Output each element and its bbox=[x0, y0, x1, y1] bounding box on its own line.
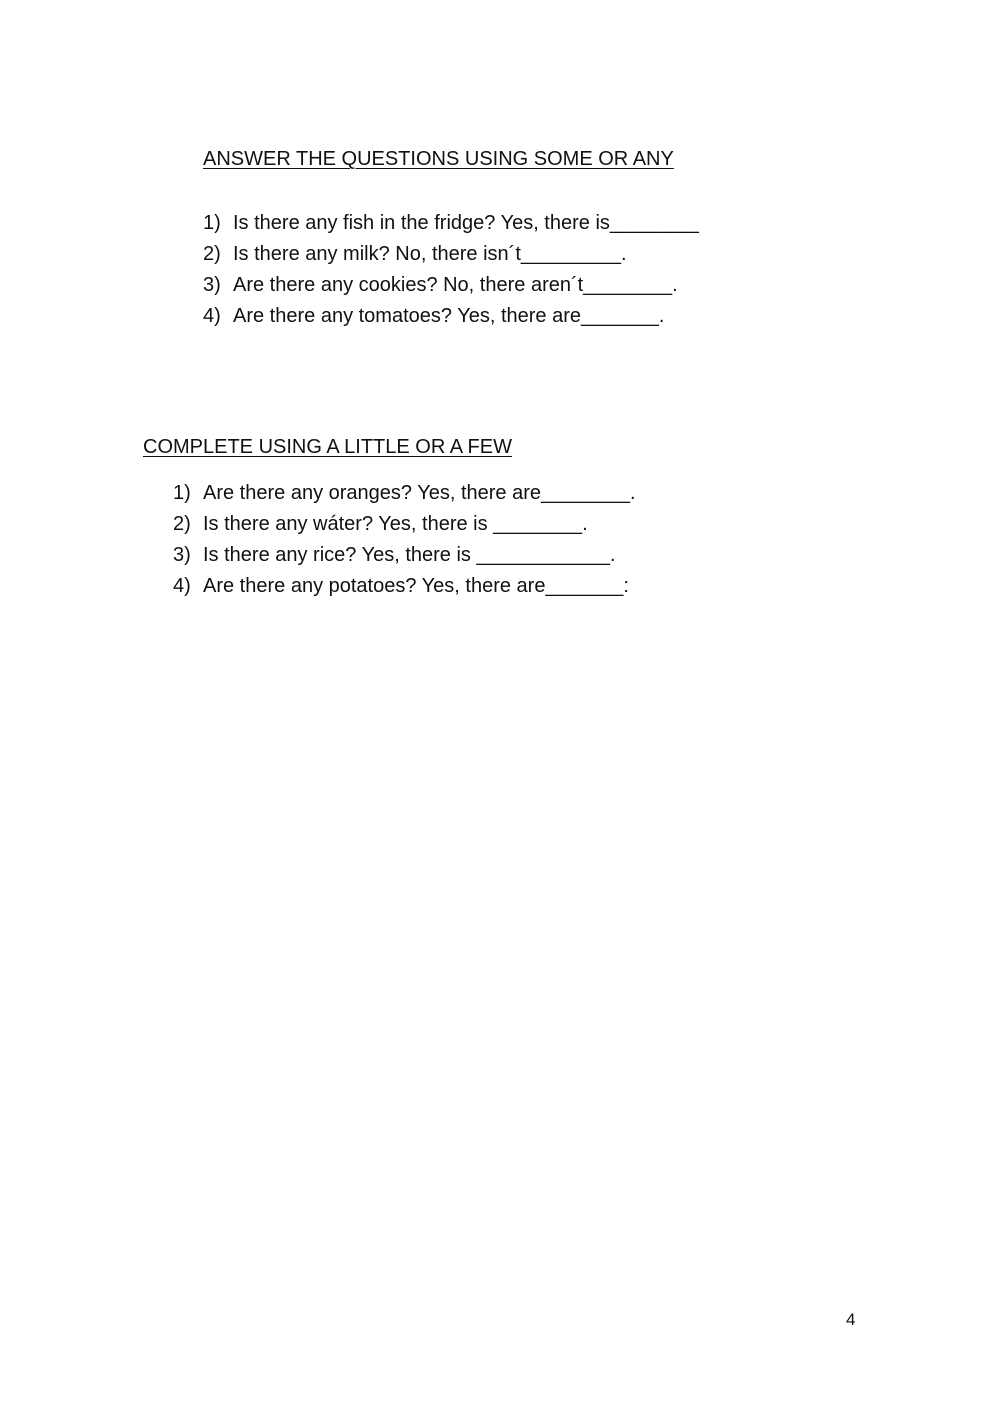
list-item bbox=[173, 480, 636, 511]
section1-question-list bbox=[203, 210, 699, 334]
question-number: 4) bbox=[173, 575, 191, 597]
question-text: Are there any cookies? No, there aren´t________. bbox=[233, 274, 678, 296]
section2-heading: COMPLETE USING A LITTLE OR A FEW bbox=[143, 436, 512, 458]
section1-heading: ANSWER THE QUESTIONS USING SOME OR ANY bbox=[203, 148, 674, 170]
question-text: Are there any oranges? Yes, there are________. bbox=[203, 482, 636, 504]
page-number: 4 bbox=[846, 1310, 856, 1329]
question-number: 1) bbox=[203, 212, 221, 234]
question-text: Is there any milk? No, there isn´t_________. bbox=[233, 243, 627, 265]
question-text: Is there any fish in the fridge? Yes, there is________ bbox=[233, 212, 699, 234]
list-item bbox=[173, 573, 636, 604]
question-text: Are there any potatoes? Yes, there are_______: bbox=[203, 575, 629, 597]
question-number: 4) bbox=[203, 305, 221, 327]
question-number: 1) bbox=[173, 482, 191, 504]
question-number: 2) bbox=[203, 243, 221, 265]
list-item bbox=[203, 303, 699, 334]
question-number: 3) bbox=[173, 544, 191, 566]
list-item bbox=[203, 272, 699, 303]
list-item bbox=[173, 511, 636, 542]
section2-question-list bbox=[173, 480, 636, 604]
question-text: Is there any rice? Yes, there is ____________. bbox=[203, 544, 616, 566]
question-number: 3) bbox=[203, 274, 221, 296]
question-text: Is there any wáter? Yes, there is ________. bbox=[203, 513, 588, 535]
list-item bbox=[203, 210, 699, 241]
question-number: 2) bbox=[173, 513, 191, 535]
list-item bbox=[203, 241, 699, 272]
question-text: Are there any tomatoes? Yes, there are_______. bbox=[233, 305, 665, 327]
list-item bbox=[173, 542, 636, 573]
